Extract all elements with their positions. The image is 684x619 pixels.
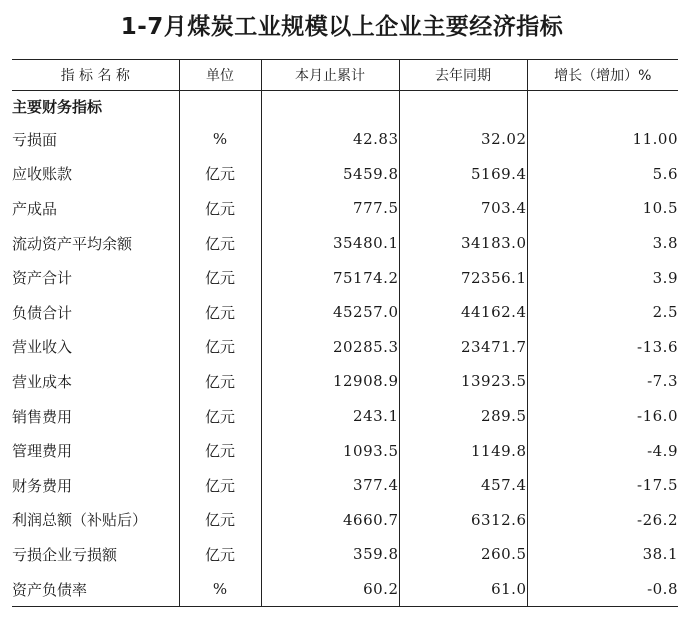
table-row: [12, 157, 678, 192]
table-row: [12, 537, 678, 572]
growth-value: -26.2: [527, 503, 678, 538]
section-empty-cell: [399, 91, 527, 123]
indicator-name: 资产负债率: [12, 572, 179, 607]
growth-value: -7.3: [527, 364, 678, 399]
indicator-name: 销售费用: [12, 407, 73, 426]
indicator-name: 流动资产平均余额: [12, 234, 133, 253]
table-row: [12, 191, 678, 226]
indicator-unit: 亿元: [179, 191, 261, 226]
indicator-unit: 亿元: [179, 157, 261, 192]
indicator-name: 负债合计: [12, 303, 73, 322]
indicator-unit: 亿元: [179, 503, 261, 538]
indicator-name: 财务费用: [12, 476, 73, 495]
growth-value: 10.5: [527, 191, 678, 226]
section-empty-cell: [179, 91, 261, 123]
indicator-unit: 亿元: [179, 433, 261, 468]
indicator-name: 利润总额（补贴后）: [12, 511, 148, 530]
last-year-value: 703.4: [399, 191, 527, 226]
indicator-name: 亏损企业亏损额: [12, 545, 118, 564]
indicator-unit: 亿元: [179, 364, 261, 399]
current-value: 377.4: [261, 468, 399, 503]
indicator-unit: 亿元: [179, 226, 261, 261]
indicator-unit: 亿元: [179, 468, 261, 503]
table-row: [12, 226, 678, 261]
indicator-unit: 亿元: [179, 260, 261, 295]
last-year-value: 457.4: [399, 468, 527, 503]
current-value: 60.2: [261, 572, 399, 607]
current-value: 42.83: [261, 122, 399, 157]
header-unit: 单位: [179, 60, 261, 91]
last-year-value: 13923.5: [399, 364, 527, 399]
indicator-name: 应收账款: [12, 165, 73, 184]
table-row: [12, 364, 678, 399]
header-last-year: 去年同期: [399, 60, 527, 91]
growth-value: -13.6: [527, 330, 678, 365]
current-value: 5459.8: [261, 157, 399, 192]
indicator-unit: %: [179, 122, 261, 157]
current-value: 75174.2: [261, 260, 399, 295]
growth-value: -4.9: [527, 433, 678, 468]
last-year-value: 260.5: [399, 537, 527, 572]
current-value: 20285.3: [261, 330, 399, 365]
indicator-name: 亏损面: [12, 130, 58, 149]
indicator-unit: 亿元: [179, 330, 261, 365]
table-row: [12, 433, 678, 468]
indicator-unit: 亿元: [179, 537, 261, 572]
indicator-unit: 亿元: [179, 399, 261, 434]
indicator-name: 资产合计: [12, 269, 73, 288]
table-row: [12, 572, 678, 607]
current-value: 45257.0: [261, 295, 399, 330]
last-year-value: 23471.7: [399, 330, 527, 365]
table-row: [12, 503, 678, 538]
growth-value: 2.5: [527, 295, 678, 330]
last-year-value: 44162.4: [399, 295, 527, 330]
indicator-name: 产成品: [12, 199, 58, 218]
table-row: [12, 468, 678, 503]
current-value: 359.8: [261, 537, 399, 572]
indicator-name: 营业收入: [12, 338, 73, 357]
last-year-value: 289.5: [399, 399, 527, 434]
table-row: [12, 260, 678, 295]
table-header-row: [12, 60, 678, 91]
section-row: [12, 91, 678, 123]
growth-value: 3.8: [527, 226, 678, 261]
growth-value: 5.6: [527, 157, 678, 192]
last-year-value: 72356.1: [399, 260, 527, 295]
indicator-unit: %: [179, 572, 261, 607]
header-current: 本月止累计: [261, 60, 399, 91]
current-value: 4660.7: [261, 503, 399, 538]
section-empty-cell: [261, 91, 399, 123]
indicators-table: [12, 59, 678, 607]
table-row: [12, 295, 678, 330]
growth-value: 11.00: [527, 122, 678, 157]
last-year-value: 5169.4: [399, 157, 527, 192]
growth-value: 38.1: [527, 537, 678, 572]
table-row: [12, 399, 678, 434]
indicator-name: 营业成本: [12, 372, 73, 391]
last-year-value: 32.02: [399, 122, 527, 157]
last-year-value: 61.0: [399, 572, 527, 607]
table-row: [12, 330, 678, 365]
growth-value: -0.8: [527, 572, 678, 607]
header-growth: 增长（增加）%: [527, 60, 678, 91]
current-value: 35480.1: [261, 226, 399, 261]
current-value: 243.1: [261, 399, 399, 434]
current-value: 12908.9: [261, 364, 399, 399]
current-value: 777.5: [261, 191, 399, 226]
table-row: [12, 122, 678, 157]
header-name: 指 标 名 称: [12, 60, 179, 91]
current-value: 1093.5: [261, 433, 399, 468]
section-label: 主要财务指标: [12, 98, 103, 116]
page-title: 1-7月煤炭工业规模以上企业主要经济指标: [120, 14, 564, 40]
indicator-unit: 亿元: [179, 295, 261, 330]
last-year-value: 6312.6: [399, 503, 527, 538]
growth-value: -17.5: [527, 468, 678, 503]
growth-value: 3.9: [527, 260, 678, 295]
last-year-value: 34183.0: [399, 226, 527, 261]
indicator-name: 管理费用: [12, 442, 73, 461]
growth-value: -16.0: [527, 399, 678, 434]
last-year-value: 1149.8: [399, 433, 527, 468]
section-empty-cell: [527, 91, 678, 123]
